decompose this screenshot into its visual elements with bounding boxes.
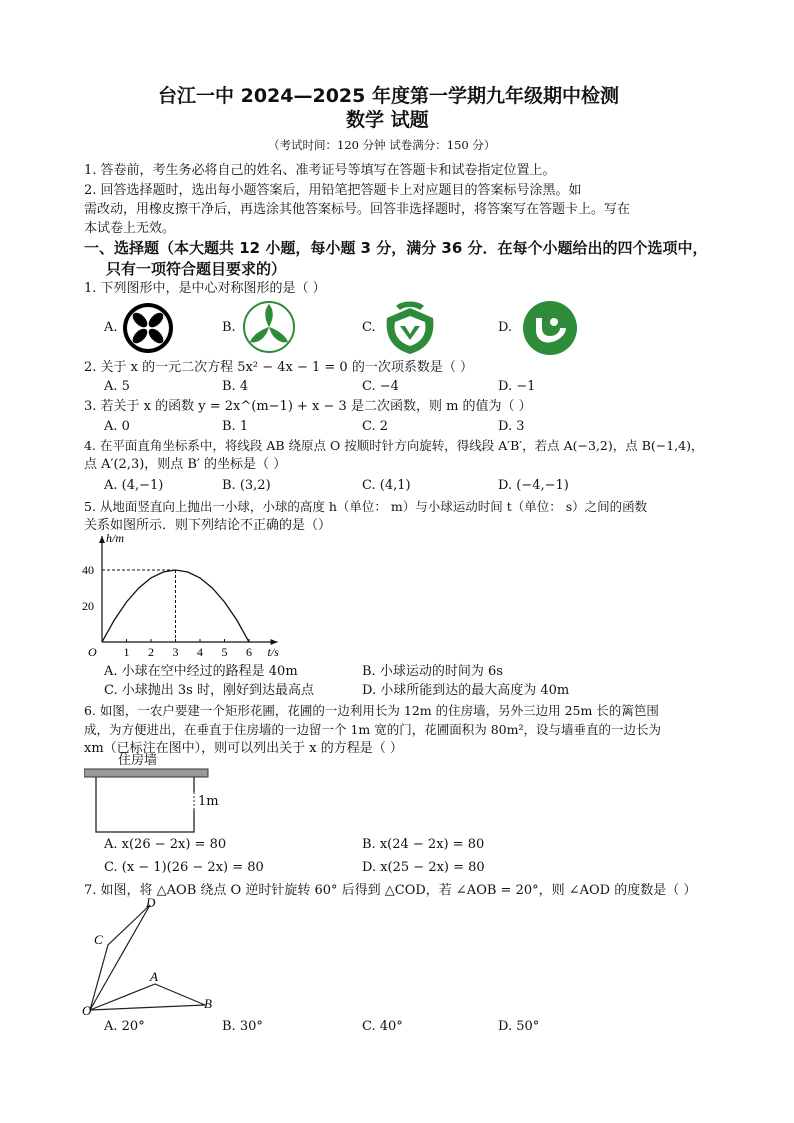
q5-height-time-chart [82, 530, 282, 660]
q4-option-d: D. (−4,−1) [498, 478, 569, 493]
q6-option-b: B. x(24 − 2x) = 80 [362, 837, 485, 852]
q7-option-b: B. 30° [222, 1019, 263, 1034]
q6-door-label: 1m [198, 794, 219, 809]
q3-option-c: C. 2 [362, 419, 389, 434]
q1-option-c: C. [362, 320, 376, 335]
question-5-stem-cont: 关系如图所示．则下列结论不正确的是（） [84, 518, 332, 533]
q7-triangle-cod [90, 905, 150, 1010]
q1-figure-b [242, 300, 296, 354]
q6-garden-figure [84, 766, 210, 836]
y-axis-label: h/m [106, 531, 124, 545]
section-heading: 一、选择题（本大题共 12 小题，每小题 3 分，满分 36 分．在每个小题给出的四个选项中， [84, 239, 708, 257]
x-tick-label: 3 [172, 645, 179, 659]
q1-figure-a [122, 302, 174, 354]
q4-option-c: C. (4,1) [362, 478, 411, 493]
question-3-stem: 3. 若关于 x 的函数 y = 2x^(m−1) + x − 3 是二次函数，则 m 的值为（ ） [84, 399, 532, 414]
q4-option-b: B. (3,2) [222, 478, 271, 493]
q3-option-a: A. 0 [104, 419, 130, 434]
q1-figure-d [522, 300, 578, 356]
y-tick-label: 40 [82, 563, 94, 577]
x-axis-label: t/s [267, 645, 279, 659]
q7-label-a: A [150, 969, 158, 984]
q7-label-d: D [146, 895, 156, 910]
q7-option-d: D. 50° [498, 1019, 540, 1034]
q2-option-d: D. −1 [498, 379, 536, 394]
question-7-stem: 7. 如图，将 △AOB 绕点 O 逆时针旋转 60° 后得到 △COD，若 ∠AOB = 20°，则 ∠AOD 的度数是（ ） [84, 883, 697, 898]
section-heading-cont: 只有一项符合题目要求的） [106, 260, 287, 278]
instruction-line: 2. 回答选择题时，选出每小题答案后，用铅笔把答题卡上对应题目的答案标号涂黑。如 [84, 183, 582, 198]
y-tick-label: 20 [82, 599, 94, 613]
q5-option-c: C. 小球抛出 3s 时，刚好到达最高点 [104, 683, 314, 698]
y-axis-arrow [99, 536, 105, 543]
q3-option-d: D. 3 [498, 419, 525, 434]
question-4-stem: 4. 在平面直角坐标系中，将线段 AB 绕原点 O 按顺时针方向旋转，得线段 A′B′，若点 A(−3,2)，点 B(−1,4)， [84, 438, 704, 453]
q1-option-a: A. [104, 320, 118, 335]
q3-option-b: B. 1 [222, 419, 249, 434]
x-tick-label: 2 [148, 645, 154, 659]
q2-option-b: B. 4 [222, 379, 249, 394]
q5-option-b: B. 小球运动的时间为 6s [362, 664, 503, 679]
q1-option-d: D. [498, 320, 513, 335]
instruction-line: 需改动，用橡皮擦干净后，再选涂其他答案标号。回答非选择题时，将答案写在答题卡上。写在 [84, 202, 631, 217]
q2-option-c: C. −4 [362, 379, 399, 394]
x-tick-label: 5 [221, 645, 228, 659]
q6-option-c: C. (x − 1)(26 − 2x) = 80 [104, 860, 264, 875]
q7-rotation-figure [80, 895, 220, 1020]
instruction-line: 本试卷上无效。 [84, 221, 176, 236]
question-1-stem: 1. 下列图形中，是中心对称图形的是（ ） [84, 281, 326, 296]
x-tick-label: 1 [123, 645, 130, 659]
q7-option-a: A. 20° [104, 1019, 145, 1034]
q7-label-o: O [82, 1003, 92, 1018]
origin-label: O [88, 645, 97, 659]
q2-option-a: A. 5 [104, 379, 130, 394]
q7-label-c: C [94, 932, 103, 947]
q5-option-a: A. 小球在空中经过的路程是 40m [104, 664, 298, 679]
q5-option-d: D. 小球所能到达的最大高度为 40m [362, 683, 570, 698]
q7-label-b: B [204, 996, 212, 1011]
q6-wall [84, 769, 208, 777]
q1-option-b: B. [222, 320, 236, 335]
subject-title: 数学 试题 [346, 109, 429, 131]
q1-figure-c [382, 298, 438, 356]
q7-option-c: C. 40° [362, 1019, 403, 1034]
q7-triangle-aob [90, 984, 205, 1010]
question-6-stem: 6. 如图，一农户要建一个矩形花圃，花圃的一边利用长为 12m 的住房墙，另外三边用 25m 长的篱笆围 [84, 703, 659, 718]
q6-wall-label: 住房墙 [118, 753, 158, 768]
question-5-stem: 5. 从地面竖直向上抛出一小球，小球的高度 h（单位： m）与小球运动时间 t（单位： s）之间的函数 [84, 499, 648, 514]
question-2-stem: 2. 关于 x 的一元二次方程 5x² − 4x − 1 = 0 的一次项系数是（ ） [84, 360, 473, 375]
q6-fence [96, 777, 194, 832]
question-4-stem-cont: 点 A′(2,3)，则点 B′ 的坐标是（ ） [84, 457, 287, 472]
q6-option-d: D. x(25 − 2x) = 80 [362, 860, 485, 875]
page-title: 台江一中 2024—2025 年度第一学期九年级期中检测 [158, 85, 619, 107]
instruction-line: 1. 答卷前，考生务必将自己的姓名、准考证号等填写在答题卡和试卷指定位置上。 [84, 163, 556, 178]
question-6-stem-cont: 成，为方便进出，在垂直于住房墙的一边留一个 1m 宽的门，花圃面积为 80m²，设与墙垂直的一边长为 [84, 722, 661, 737]
exam-info: （考试时间：120 分钟 试卷满分：150 分） [268, 138, 496, 152]
q6-option-a: A. x(26 − 2x) = 80 [104, 837, 227, 852]
x-tick-label: 6 [246, 645, 252, 659]
x-tick-label: 4 [197, 645, 203, 659]
q4-option-a: A. (4,−1) [104, 478, 164, 493]
question-6-stem-cont2: xm（已标注在图中），则可以列出关于 x 的方程是（ ） [84, 741, 403, 756]
